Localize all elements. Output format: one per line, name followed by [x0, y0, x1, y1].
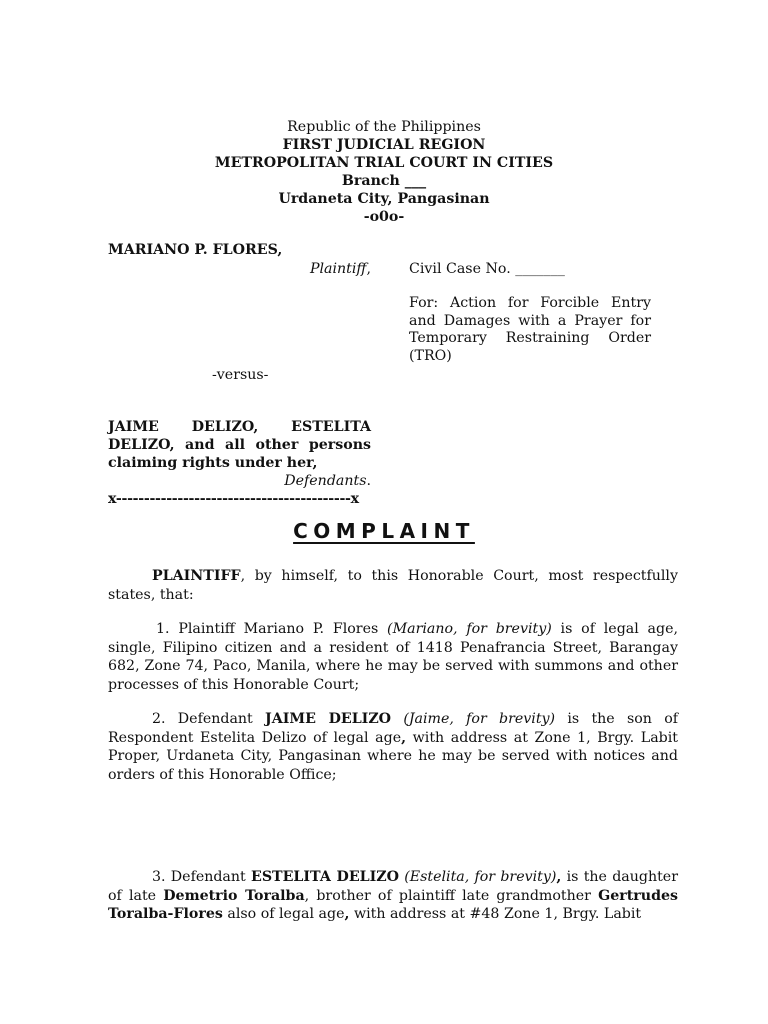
- plaintiff-comma: ,: [277, 242, 283, 258]
- p3-gertrudes: Gertrudes Toralba-Flores: [108, 887, 679, 922]
- paragraph-2: [108, 710, 678, 784]
- p3-estelita: ESTELITA DELIZO: [251, 869, 399, 885]
- plaintiff-name: MARIANO P. FLORES: [108, 242, 278, 258]
- header-divider: -o0o-: [363, 209, 405, 225]
- versus-label: -versus-: [212, 367, 269, 383]
- paragraph-3: [108, 868, 678, 924]
- p2-c: [391, 711, 403, 727]
- p1-brevity: (Mariano, for brevity): [387, 621, 552, 637]
- header-court: METROPOLITAN TRIAL COURT IN CITIES: [214, 155, 554, 171]
- plaintiff-role-line: Plaintiff,: [309, 261, 371, 277]
- p2-g: with address at Zone 1, Brgy. Labit Proper, Urdaneta City, Pangasinan where he may be served with notices and orders of this Honorable Office;: [108, 729, 678, 783]
- header-city: Urdaneta City, Pangasinan: [278, 191, 490, 207]
- plaintiff-role: Plaintiff: [309, 261, 367, 277]
- intro-text: , by himself, to this Honorable Court, most respectfully states, that:: [108, 568, 678, 603]
- p1-a: 1. Plaintiff Mariano P. Flores: [156, 621, 388, 637]
- defendants-names: JAIME DELIZO, ESTELITA DELIZO, and all other persons claiming rights under her,: [108, 419, 371, 471]
- document-title-text: COMPLAINT: [293, 519, 475, 543]
- intro-paragraph: [108, 567, 678, 604]
- header-branch: Branch ___: [341, 173, 427, 189]
- p1-c: is of legal age, single, Filipino citizen and a resident of 1418 Penafrancia Street, Barangay 682, Zone 74, Paco, Manila, where he may be served with summons and other processes of this Honorable Court;: [108, 621, 679, 693]
- p2-e: is the son of Respondent Estelita Delizo of legal age: [108, 711, 678, 746]
- p3-a: 3. Defendant: [152, 869, 251, 885]
- p3-comma1: ,: [556, 869, 562, 885]
- paragraph-1: [108, 620, 678, 694]
- court-header: [0, 118, 768, 226]
- p2-brevity: (Jaime, for brevity): [403, 711, 556, 727]
- p3-comma2: ,: [344, 906, 350, 922]
- plaintiff-name-line: [108, 241, 371, 259]
- p3-brevity: (Estelita, for brevity): [404, 869, 557, 885]
- p3-f: is the daughter of late: [108, 869, 678, 904]
- p2-jaime: JAIME DELIZO: [265, 711, 392, 727]
- p3-h: , brother of plaintiff late grandmother: [304, 887, 599, 904]
- civil-case-number: Civil Case No. _______: [409, 261, 565, 277]
- defendants-role-line: Defendants.: [284, 473, 371, 489]
- case-for-description: [409, 295, 651, 365]
- p3-l: with address at #48 Zone 1, Brgy. Labit: [349, 906, 642, 922]
- document-title: [0, 519, 768, 543]
- p2-a: 2. Defendant: [152, 711, 266, 727]
- header-region: FIRST JUDICIAL REGION: [282, 137, 486, 153]
- p3-demetrio: Demetrio Toralba: [163, 887, 305, 904]
- caption-separator: x------------------------------------------x: [108, 491, 359, 507]
- defendants-names-text: JAIME DELIZO, ESTELITA DELIZO, and all other persons claiming rights under her: [108, 419, 371, 471]
- case-for-text: For: Action for Forcible Entry and Damages with a Prayer for Temporary Restraining Order (TRO): [409, 295, 651, 364]
- p2-comma: ,: [401, 729, 407, 746]
- header-republic: Republic of the Philippines: [287, 119, 481, 135]
- intro-plaintiff: PLAINTIFF: [152, 568, 241, 584]
- p3-j: also of legal age: [222, 906, 345, 922]
- defendants-role: Defendants: [284, 473, 367, 489]
